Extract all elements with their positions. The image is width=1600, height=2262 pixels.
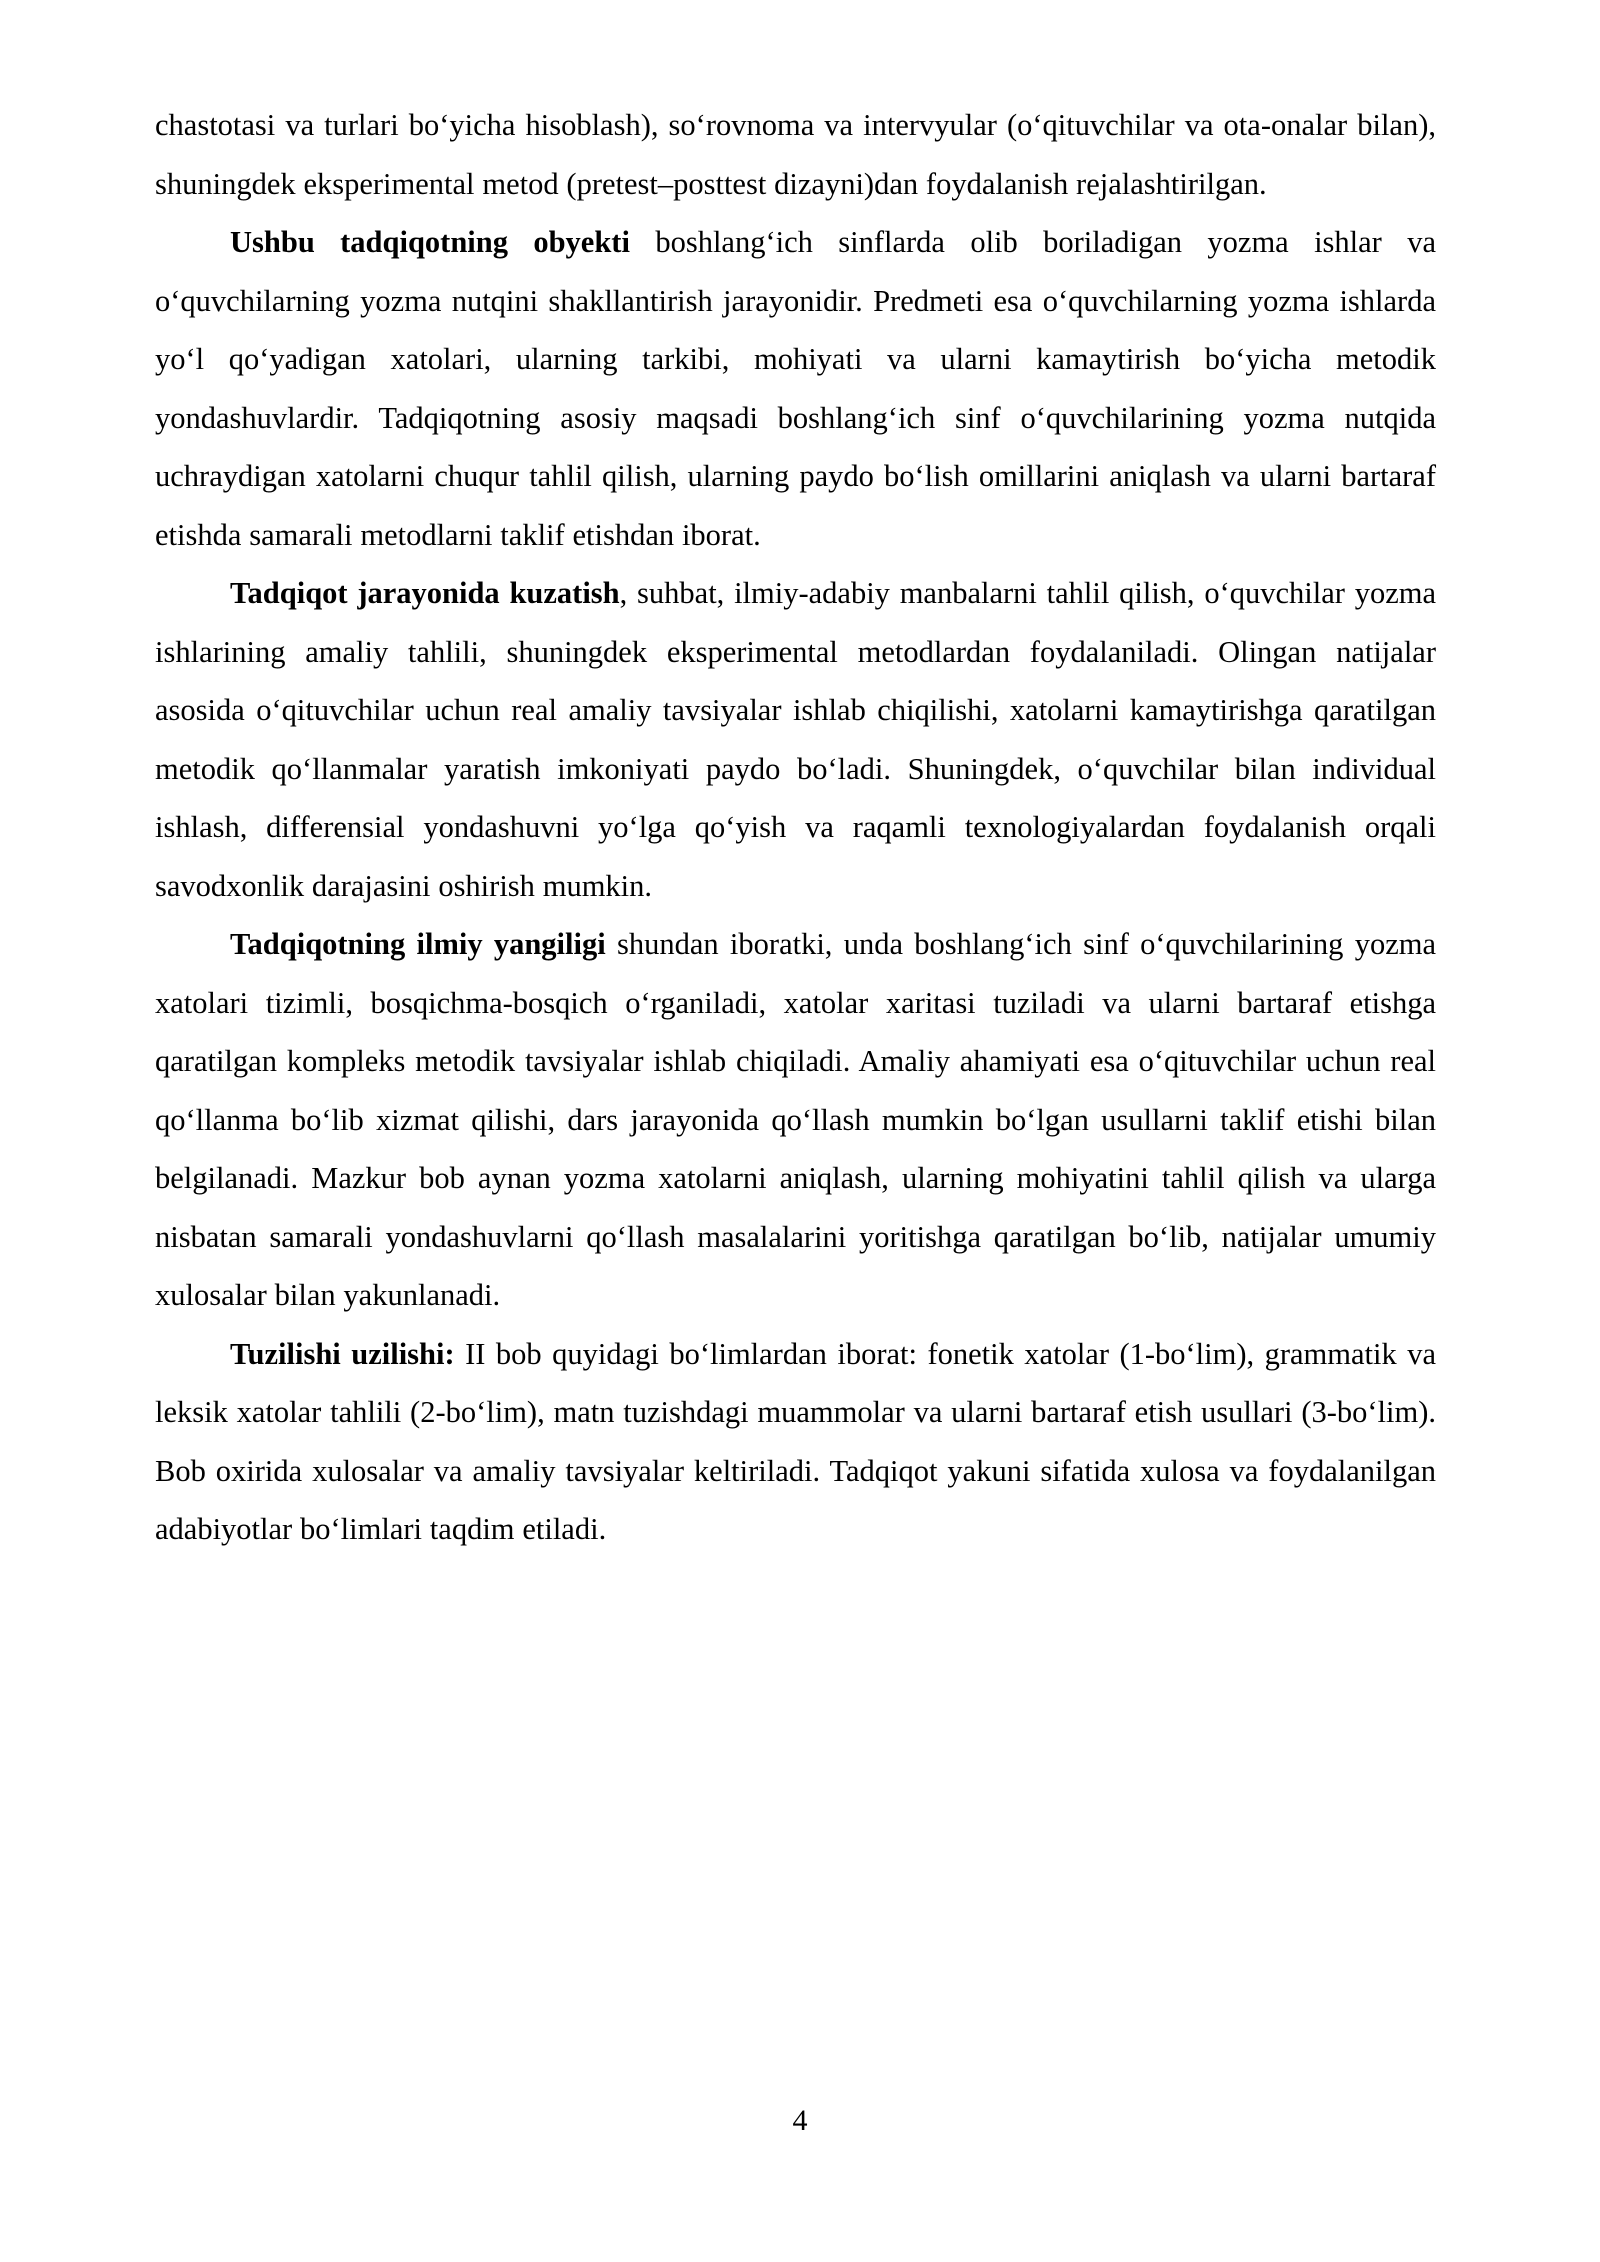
paragraph-2-lead: Ushbu tadqiqotning obyekti xyxy=(230,225,630,259)
paragraph-2-body: boshlang‘ich sinflarda olib boriladigan yozma ishlar va o‘quvchilarning yozma nutqini shakllantirish jarayonidir. Predmeti esa o‘quvchilarning yozma ishlarda yo‘l qo‘yadigan xatolari, ularning tarkibi, mohiyati va ularni kamaytirish bo‘yicha metodik yondashuvlardir. Tadqiqotning asosiy maqsadi boshlang‘ich sinf o‘quvchilarining yozma nutqida uchraydigan xatolarni chuqur tahlil qilish, ularning paydo bo‘lish omillarini aniqlash va ularni bartaraf etishda samarali metodlarni taklif etishdan iborat. xyxy=(155,225,1436,552)
paragraph-1-body: chastotasi va turlari bo‘yicha hisoblash), so‘rovnoma va intervyular (o‘qituvchilar va ota-onalar bilan), shuningdek eksperimental metod (pretest–posttest dizayni)dan foydalanish rejalashtirilgan. xyxy=(155,108,1436,201)
paragraph-1 xyxy=(155,96,1436,213)
paragraph-3-body: , suhbat, ilmiy-adabiy manbalarni tahlil qilish, o‘quvchilar yozma ishlarining amaliy tahlili, shuningdek eksperimental metodlardan foydalaniladi. Olingan natijalar asosida o‘qituvchilar uchun real amaliy tavsiyalar ishlab chiqilishi, xatolarni kamaytirishga qaratilgan metodik qo‘llanmalar yaratish imkoniyati paydo bo‘ladi. Shuningdek, o‘quvchilar bilan individual ishlash, differensial yondashuvni yo‘lga qo‘yish va raqamli texnologiyalardan foydalanish orqali savodxonlik darajasini oshirish mumkin. xyxy=(155,576,1436,903)
page-number: 4 xyxy=(792,2104,808,2137)
paragraph-5-body: II bob quyidagi bo‘limlardan iborat: fonetik xatolar (1-bo‘lim), grammatik va leksik xatolar tahlili (2-bo‘lim), matn tuzishdagi muammolar va ularni bartaraf etish usullari (3-bo‘lim). Bob oxirida xulosalar va amaliy tavsiyalar keltiriladi. Tadqiqot yakuni sifatida xulosa va foydalanilgan adabiyotlar bo‘limlari taqdim etiladi. xyxy=(155,1336,1437,1546)
paragraph-4-body: shundan iboratki, unda boshlang‘ich sinf o‘quvchilarining yozma xatolari tizimli, bosqichma-bosqich o‘rganiladi, xatolar xaritasi tuziladi va ularni bartaraf etishga qaratilgan kompleks metodik tavsiyalar ishlab chiqiladi. Amaliy ahamiyati esa o‘qituvchilar uchun real qo‘llanma bo‘lib xizmat qilishi, dars jarayonida qo‘llash mumkin bo‘lgan usullarni taklif etishi bilan belgilanadi. Mazkur bob aynan yozma xatolarni aniqlash, ularning mohiyatini tahlil qilish va ularga nisbatan samarali yondashuvlarni qo‘llash masalalarini yoritishga qaratilgan bo‘lib, natijalar umumiy xulosalar bilan yakunlanadi. xyxy=(155,927,1436,1312)
paragraph-4-lead: Tadqiqotning ilmiy yangiligi xyxy=(230,927,606,961)
paragraph-3-lead: Tadqiqot jarayonida kuzatish xyxy=(230,576,620,610)
paragraph-5-lead: Tuzilishi uzilishi: xyxy=(230,1336,455,1371)
body-text-column xyxy=(155,96,1436,1559)
paragraph-4 xyxy=(155,915,1436,1325)
paragraph-5 xyxy=(155,1325,1436,1559)
paragraph-3 xyxy=(155,564,1436,915)
paragraph-2 xyxy=(155,213,1436,564)
